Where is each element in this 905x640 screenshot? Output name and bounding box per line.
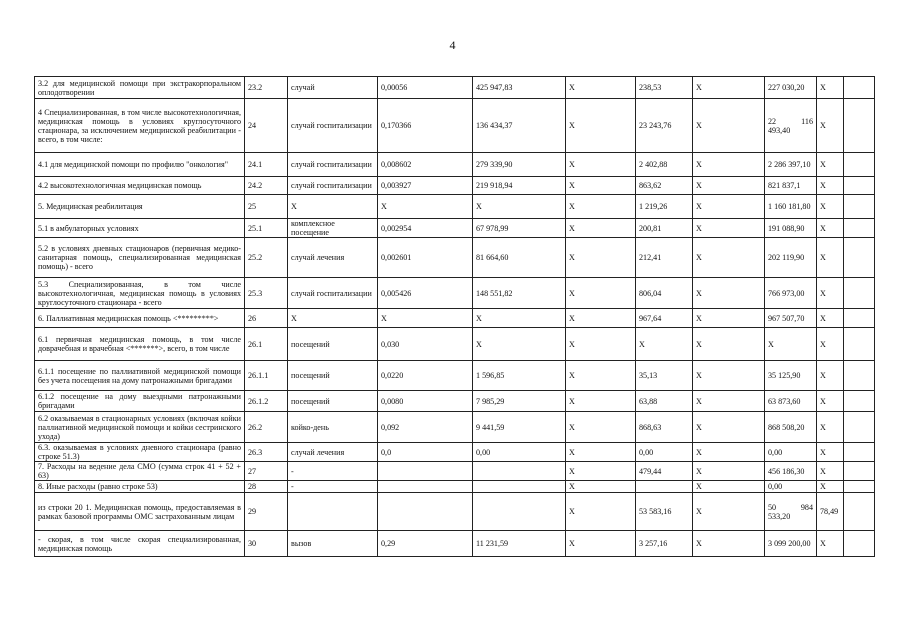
per-capita-budget-cell: Х bbox=[566, 238, 636, 278]
volume-norm-cell: 0,003927 bbox=[378, 177, 473, 195]
per-capita-budget-cell: Х bbox=[566, 391, 636, 412]
volume-norm-cell bbox=[378, 462, 473, 481]
table-row bbox=[35, 177, 875, 195]
total-amount-cell: Х bbox=[817, 481, 844, 493]
total-amount-cell: Х bbox=[817, 77, 844, 99]
row-label-cell: 4.1 для медицинской помощи по профилю "онкология" bbox=[35, 153, 245, 177]
total-amount-cell: Х bbox=[817, 195, 844, 219]
volume-norm-cell bbox=[378, 493, 473, 531]
row-label-cell: 4 Специализированная, в том числе высокотехнологичная, медицинская помощь в условиях круглосуточного стационара, за исключением медицинской реабилитации - всего, в том числе: bbox=[35, 99, 245, 153]
percent-cell bbox=[844, 531, 875, 557]
percent-cell bbox=[844, 481, 875, 493]
unit-cell: комплексное посещение bbox=[288, 219, 378, 238]
volume-norm-cell: 0,29 bbox=[378, 531, 473, 557]
row-number-cell: 28 bbox=[245, 481, 288, 493]
total-oms-cell: 0,00 bbox=[765, 481, 817, 493]
volume-norm-cell: 0,170366 bbox=[378, 99, 473, 153]
total-oms-cell: 202 119,90 bbox=[765, 238, 817, 278]
per-capita-budget-cell: Х bbox=[566, 481, 636, 493]
percent-cell bbox=[844, 195, 875, 219]
unit-cell: случай госпитализации bbox=[288, 99, 378, 153]
per-capita-oms-cell: 2 402,88 bbox=[636, 153, 693, 177]
total-oms-cell: 821 837,1 bbox=[765, 177, 817, 195]
cost-norm-cell bbox=[473, 462, 566, 481]
total-oms-cell: 3 099 200,00 bbox=[765, 531, 817, 557]
per-capita-oms-cell: 1 219,26 bbox=[636, 195, 693, 219]
table-row bbox=[35, 153, 875, 177]
percent-cell bbox=[844, 412, 875, 443]
per-capita-budget-cell: Х bbox=[566, 361, 636, 391]
row-label-cell: 4.2 высокотехнологичная медицинская помощь bbox=[35, 177, 245, 195]
row-number-cell: 29 bbox=[245, 493, 288, 531]
cost-norm-cell bbox=[473, 493, 566, 531]
percent-cell bbox=[844, 328, 875, 361]
total-oms-cell: 967 507,70 bbox=[765, 309, 817, 328]
row-label-cell: 7. Расходы на ведение дела СМО (сумма строк 41 + 52 + 63) bbox=[35, 462, 245, 481]
unit-cell: случай bbox=[288, 77, 378, 99]
row-number-cell: 27 bbox=[245, 462, 288, 481]
per-capita-oms-cell: 479,44 bbox=[636, 462, 693, 481]
row-number-cell: 25.2 bbox=[245, 238, 288, 278]
table-row bbox=[35, 238, 875, 278]
unit-cell: вызов bbox=[288, 531, 378, 557]
table-row bbox=[35, 531, 875, 557]
table-row bbox=[35, 481, 875, 493]
row-label-cell: 6.1.2 посещение на дому выездными патронажными бригадами bbox=[35, 391, 245, 412]
percent-cell bbox=[844, 391, 875, 412]
total-budget-cell: Х bbox=[693, 238, 765, 278]
cost-norm-cell: Х bbox=[473, 195, 566, 219]
per-capita-oms-cell: 806,04 bbox=[636, 278, 693, 309]
page-number: 4 bbox=[449, 38, 456, 52]
total-budget-cell: Х bbox=[693, 99, 765, 153]
volume-norm-cell: Х bbox=[378, 309, 473, 328]
cost-norm-cell: 7 985,29 bbox=[473, 391, 566, 412]
table-row bbox=[35, 309, 875, 328]
total-budget-cell: Х bbox=[693, 278, 765, 309]
volume-norm-cell: 0,005426 bbox=[378, 278, 473, 309]
cost-norm-cell: 219 918,94 bbox=[473, 177, 566, 195]
total-budget-cell: Х bbox=[693, 531, 765, 557]
row-label-cell: 6.1.1 посещение по паллиативной медицинской помощи без учета посещения на дому патронажными бригадами bbox=[35, 361, 245, 391]
per-capita-oms-cell: 967,64 bbox=[636, 309, 693, 328]
row-number-cell: 25 bbox=[245, 195, 288, 219]
per-capita-budget-cell: Х bbox=[566, 462, 636, 481]
percent-cell bbox=[844, 153, 875, 177]
unit-cell: Х bbox=[288, 309, 378, 328]
row-number-cell: 24 bbox=[245, 99, 288, 153]
unit-cell bbox=[288, 493, 378, 531]
row-label-cell: 6.3. оказываемая в условиях дневного стационара (равно строке 51.3) bbox=[35, 443, 245, 462]
cost-norm-cell: 136 434,37 bbox=[473, 99, 566, 153]
row-label-cell: 5.3 Специализированная, в том числе высокотехнологичная, медицинская помощь в условиях круглосуточного стационара - всего bbox=[35, 278, 245, 309]
per-capita-oms-cell: 863,62 bbox=[636, 177, 693, 195]
total-amount-cell: Х bbox=[817, 177, 844, 195]
per-capita-budget-cell: Х bbox=[566, 309, 636, 328]
total-budget-cell: Х bbox=[693, 177, 765, 195]
row-label-cell: 5. Медицинская реабилитация bbox=[35, 195, 245, 219]
table-row bbox=[35, 195, 875, 219]
total-amount-cell: Х bbox=[817, 219, 844, 238]
unit-cell: - bbox=[288, 481, 378, 493]
row-number-cell: 25.1 bbox=[245, 219, 288, 238]
row-number-cell: 30 bbox=[245, 531, 288, 557]
cost-norm-cell: 11 231,59 bbox=[473, 531, 566, 557]
row-label-cell: - скорая, в том числе скорая специализированная, медицинская помощь bbox=[35, 531, 245, 557]
total-amount-cell: Х bbox=[817, 443, 844, 462]
row-number-cell: 24.2 bbox=[245, 177, 288, 195]
per-capita-budget-cell: Х bbox=[566, 493, 636, 531]
per-capita-budget-cell: Х bbox=[566, 177, 636, 195]
row-label-cell: 8. Иные расходы (равно строке 53) bbox=[35, 481, 245, 493]
cost-norm-cell: 9 441,59 bbox=[473, 412, 566, 443]
total-budget-cell: Х bbox=[693, 77, 765, 99]
per-capita-budget-cell: Х bbox=[566, 328, 636, 361]
row-label-cell: 5.2 в условиях дневных стационаров (первичная медико-санитарная помощь, специализированная медицинская помощь) - всего bbox=[35, 238, 245, 278]
total-amount-cell: Х bbox=[817, 278, 844, 309]
volume-norm-cell: 0,0220 bbox=[378, 361, 473, 391]
row-number-cell: 26.3 bbox=[245, 443, 288, 462]
unit-cell: посещений bbox=[288, 328, 378, 361]
cost-norm-cell: 279 339,90 bbox=[473, 153, 566, 177]
row-label-cell: из строки 20 1. Медицинская помощь, предоставляемая в рамках базовой программы ОМС застрахованным лицам bbox=[35, 493, 245, 531]
total-oms-cell: 766 973,00 bbox=[765, 278, 817, 309]
total-oms-cell: 63 873,60 bbox=[765, 391, 817, 412]
table-row bbox=[35, 391, 875, 412]
total-oms-cell: 456 186,30 bbox=[765, 462, 817, 481]
per-capita-oms-cell: 35,13 bbox=[636, 361, 693, 391]
per-capita-budget-cell: Х bbox=[566, 77, 636, 99]
percent-cell bbox=[844, 443, 875, 462]
unit-cell: случай госпитализации bbox=[288, 278, 378, 309]
percent-cell bbox=[844, 219, 875, 238]
unit-cell: койко-день bbox=[288, 412, 378, 443]
per-capita-oms-cell: Х bbox=[636, 328, 693, 361]
total-budget-cell: Х bbox=[693, 493, 765, 531]
total-amount-cell: Х bbox=[817, 328, 844, 361]
table-row bbox=[35, 278, 875, 309]
per-capita-oms-cell: 63,88 bbox=[636, 391, 693, 412]
unit-cell: случай лечения bbox=[288, 238, 378, 278]
per-capita-oms-cell: 0,00 bbox=[636, 443, 693, 462]
total-budget-cell: Х bbox=[693, 219, 765, 238]
table-row bbox=[35, 462, 875, 481]
total-amount-cell: Х bbox=[817, 238, 844, 278]
per-capita-budget-cell: Х bbox=[566, 412, 636, 443]
total-budget-cell: Х bbox=[693, 443, 765, 462]
volume-norm-cell: 0,00056 bbox=[378, 77, 473, 99]
total-oms-cell: Х bbox=[765, 328, 817, 361]
total-oms-cell: 22 116 493,40 bbox=[765, 99, 817, 153]
per-capita-oms-cell: 3 257,16 bbox=[636, 531, 693, 557]
total-oms-cell: 35 125,90 bbox=[765, 361, 817, 391]
total-amount-cell: Х bbox=[817, 153, 844, 177]
percent-cell bbox=[844, 361, 875, 391]
cost-norm-cell: 67 978,99 bbox=[473, 219, 566, 238]
unit-cell: Х bbox=[288, 195, 378, 219]
total-budget-cell: Х bbox=[693, 481, 765, 493]
total-oms-cell: 0,00 bbox=[765, 443, 817, 462]
row-number-cell: 26 bbox=[245, 309, 288, 328]
table-row bbox=[35, 99, 875, 153]
total-budget-cell: Х bbox=[693, 195, 765, 219]
table-row bbox=[35, 328, 875, 361]
total-budget-cell: Х bbox=[693, 153, 765, 177]
total-oms-cell: 868 508,20 bbox=[765, 412, 817, 443]
percent-cell bbox=[844, 309, 875, 328]
volume-norm-cell: Х bbox=[378, 195, 473, 219]
cost-norm-cell: 148 551,82 bbox=[473, 278, 566, 309]
table-row bbox=[35, 412, 875, 443]
financing-table bbox=[34, 76, 875, 557]
total-amount-cell: Х bbox=[817, 99, 844, 153]
percent-cell bbox=[844, 278, 875, 309]
row-number-cell: 26.2 bbox=[245, 412, 288, 443]
total-amount-cell: Х bbox=[817, 531, 844, 557]
volume-norm-cell: 0,092 bbox=[378, 412, 473, 443]
total-budget-cell: Х bbox=[693, 328, 765, 361]
total-amount-cell: 78,49 bbox=[817, 493, 844, 531]
total-amount-cell: Х bbox=[817, 391, 844, 412]
unit-cell: - bbox=[288, 462, 378, 481]
total-budget-cell: Х bbox=[693, 462, 765, 481]
table-row bbox=[35, 443, 875, 462]
percent-cell bbox=[844, 177, 875, 195]
row-number-cell: 26.1 bbox=[245, 328, 288, 361]
per-capita-budget-cell: Х bbox=[566, 278, 636, 309]
per-capita-budget-cell: Х bbox=[566, 443, 636, 462]
total-budget-cell: Х bbox=[693, 412, 765, 443]
volume-norm-cell: 0,0080 bbox=[378, 391, 473, 412]
percent-cell bbox=[844, 77, 875, 99]
volume-norm-cell: 0,030 bbox=[378, 328, 473, 361]
cost-norm-cell: 81 664,60 bbox=[473, 238, 566, 278]
cost-norm-cell: 1 596,85 bbox=[473, 361, 566, 391]
total-amount-cell: Х bbox=[817, 462, 844, 481]
total-amount-cell: Х bbox=[817, 361, 844, 391]
cost-norm-cell: 0,00 bbox=[473, 443, 566, 462]
row-number-cell: 25.3 bbox=[245, 278, 288, 309]
percent-cell bbox=[844, 238, 875, 278]
row-label-cell: 6.1 первичная медицинская помощь, в том числе доврачебная и врачебная <*******>, всего, в том числе bbox=[35, 328, 245, 361]
per-capita-oms-cell: 23 243,76 bbox=[636, 99, 693, 153]
volume-norm-cell: 0,008602 bbox=[378, 153, 473, 177]
per-capita-oms-cell bbox=[636, 481, 693, 493]
total-budget-cell: Х bbox=[693, 391, 765, 412]
row-number-cell: 23.2 bbox=[245, 77, 288, 99]
cost-norm-cell: Х bbox=[473, 309, 566, 328]
volume-norm-cell bbox=[378, 481, 473, 493]
percent-cell bbox=[844, 99, 875, 153]
per-capita-budget-cell: Х bbox=[566, 531, 636, 557]
table-row bbox=[35, 361, 875, 391]
per-capita-oms-cell: 53 583,16 bbox=[636, 493, 693, 531]
unit-cell: случай госпитализации bbox=[288, 177, 378, 195]
row-number-cell: 24.1 bbox=[245, 153, 288, 177]
per-capita-oms-cell: 212,41 bbox=[636, 238, 693, 278]
volume-norm-cell: 0,0 bbox=[378, 443, 473, 462]
total-amount-cell: Х bbox=[817, 412, 844, 443]
row-number-cell: 26.1.1 bbox=[245, 361, 288, 391]
unit-cell: случай лечения bbox=[288, 443, 378, 462]
total-budget-cell: Х bbox=[693, 309, 765, 328]
per-capita-budget-cell: Х bbox=[566, 99, 636, 153]
per-capita-oms-cell: 868,63 bbox=[636, 412, 693, 443]
unit-cell: случай госпитализации bbox=[288, 153, 378, 177]
percent-cell bbox=[844, 493, 875, 531]
table-row bbox=[35, 77, 875, 99]
total-oms-cell: 1 160 181,80 bbox=[765, 195, 817, 219]
total-amount-cell: Х bbox=[817, 309, 844, 328]
row-label-cell: 6. Паллиативная медицинская помощь <*********> bbox=[35, 309, 245, 328]
volume-norm-cell: 0,002601 bbox=[378, 238, 473, 278]
table-row bbox=[35, 493, 875, 531]
total-oms-cell: 50 984 533,20 bbox=[765, 493, 817, 531]
unit-cell: посещений bbox=[288, 361, 378, 391]
per-capita-budget-cell: Х bbox=[566, 195, 636, 219]
percent-cell bbox=[844, 462, 875, 481]
total-oms-cell: 227 030,20 bbox=[765, 77, 817, 99]
cost-norm-cell: 425 947,83 bbox=[473, 77, 566, 99]
row-label-cell: 5.1 в амбулаторных условиях bbox=[35, 219, 245, 238]
cost-norm-cell: Х bbox=[473, 328, 566, 361]
per-capita-budget-cell: Х bbox=[566, 219, 636, 238]
row-number-cell: 26.1.2 bbox=[245, 391, 288, 412]
volume-norm-cell: 0,002954 bbox=[378, 219, 473, 238]
total-oms-cell: 191 088,90 bbox=[765, 219, 817, 238]
total-budget-cell: Х bbox=[693, 361, 765, 391]
unit-cell: посещений bbox=[288, 391, 378, 412]
total-oms-cell: 2 286 397,10 bbox=[765, 153, 817, 177]
per-capita-budget-cell: Х bbox=[566, 153, 636, 177]
row-label-cell: 6.2 оказываемая в стационарных условиях (включая койки паллиативной медицинской помощи и койки сестринского ухода) bbox=[35, 412, 245, 443]
table-row bbox=[35, 219, 875, 238]
per-capita-oms-cell: 238,53 bbox=[636, 77, 693, 99]
row-label-cell: 3.2 для медицинской помощи при экстракорпоральном оплодотворении bbox=[35, 77, 245, 99]
per-capita-oms-cell: 200,81 bbox=[636, 219, 693, 238]
cost-norm-cell bbox=[473, 481, 566, 493]
